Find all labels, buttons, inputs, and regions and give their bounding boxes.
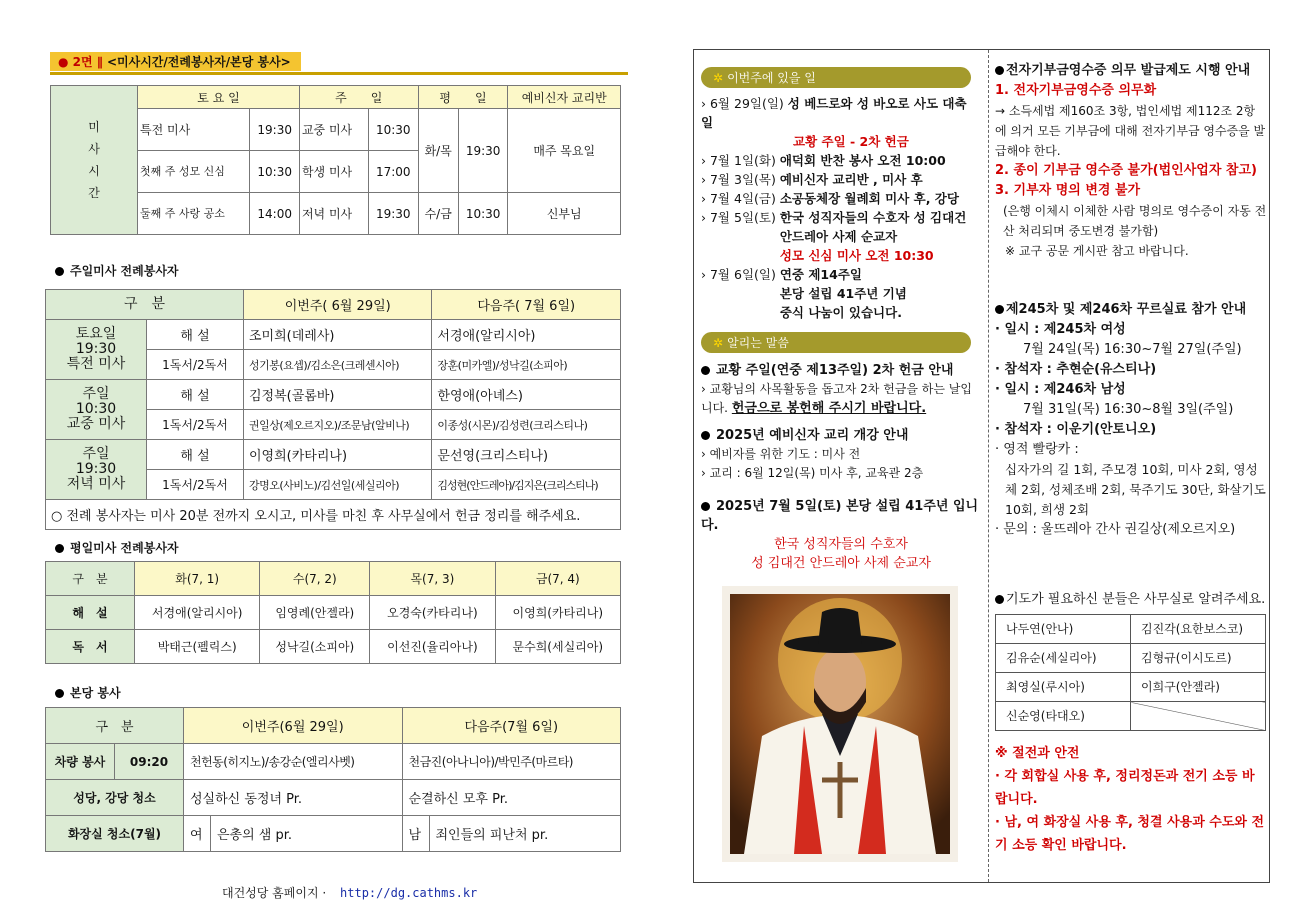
header-sunday: 주 일 — [299, 86, 418, 109]
this-week-section — [701, 67, 976, 322]
prayer-name: 나두연(안나) — [996, 615, 1131, 644]
receipt-point-3: 3. 기부자 명의 변경 불가 — [995, 183, 1141, 198]
prayer-section — [995, 590, 1267, 731]
col-category: 구 분 — [46, 708, 184, 744]
vehicle-this: 천헌동(히지노)/송강순(엘리사벳) — [184, 744, 403, 780]
pope-sunday-body: › 교황님의 사목활동을 돕고자 2차 헌금을 하는 날입니다. 헌금으로 봉헌해 주시기 바랍니다. — [701, 382, 972, 416]
vehicle-label: 차량 봉사 — [46, 744, 115, 780]
prayer-name: 김유순(세실리아) — [996, 644, 1131, 673]
sat-mass-name: 첫째 주 성모 신심 — [138, 151, 250, 193]
sun-mass-name: 저녁 미사 — [299, 193, 368, 235]
cursillo-line: · 영적 빨랑카 : — [995, 442, 1079, 457]
weekday-servers-title: 평일미사 전례봉사자 — [55, 539, 179, 556]
mass-times-side-label: 미 사 시 간 — [51, 86, 138, 235]
men-label: 남 — [402, 816, 429, 852]
commentator-fri: 이영희(카타리나) — [495, 596, 620, 630]
this-week-list — [701, 94, 976, 322]
cursillo-line: · 문의 : 울뜨레아 간사 권길상(제오르지오) — [995, 522, 1236, 537]
prayer-table — [995, 614, 1266, 731]
sat-mass-time: 14:00 — [250, 193, 300, 235]
footer-label: 대건성당 홈페이지 · — [222, 886, 327, 900]
col-this-week: 이번주(6월 29일) — [184, 708, 403, 744]
weekday-day: 수/금 — [418, 193, 458, 235]
commentator-this: 김정복(골롬바) — [244, 380, 432, 410]
mass-times-table — [50, 85, 621, 235]
sun-mass-time: 10:30 — [369, 109, 419, 151]
cursillo-line: · 일시 : 제246차 남성 — [995, 382, 1126, 397]
prayer-name: 최영실(루시아) — [996, 673, 1131, 702]
title-divider — [50, 72, 628, 75]
energy-safety-section — [995, 742, 1267, 857]
notices-section — [701, 332, 981, 573]
role-commentator: 해 설 — [147, 440, 244, 470]
col-wed: 수(7, 2) — [260, 562, 370, 596]
saving-line: · 각 회합실 사용 후, 정리정돈과 전기 소등 바랍니다. — [995, 769, 1255, 807]
cursillo-line: · 참석자 : 추현순(유스티나) — [995, 362, 1157, 377]
sun-mass-name: 학생 미사 — [299, 151, 368, 193]
women-label: 여 — [184, 816, 211, 852]
prayer-name: 김진각(요한보스코) — [1131, 615, 1266, 644]
col-tue: 화(7, 1) — [135, 562, 260, 596]
col-thu: 목(7, 3) — [370, 562, 495, 596]
commentator-next: 서경애(알리시아) — [432, 320, 621, 350]
sat-mass-name: 둘째 주 사랑 공소 — [138, 193, 250, 235]
sat-mass-name: 특전 미사 — [138, 109, 250, 151]
vehicle-next: 천금진(아나니아)/박민주(마르타) — [402, 744, 621, 780]
mass-label: 주일 19:30 저녁 미사 — [46, 440, 147, 500]
page-title-prefix: ● 2면 ∥ — [58, 55, 103, 69]
notices-body — [701, 361, 981, 573]
role-commentator: 해 설 — [147, 320, 244, 350]
women-group: 은총의 샘 pr. — [211, 816, 403, 852]
col-next-week: 다음주( 7월 6일) — [432, 290, 621, 320]
weekday-time: 19:30 — [458, 109, 508, 193]
cleaning-this: 성실하신 동정녀 Pr. — [184, 780, 403, 816]
receipt-note: ※ 교구 공문 게시판 참고 바랍니다. — [1005, 244, 1189, 258]
anniversary-red-line: 한국 성직자들의 수호자 — [774, 537, 908, 552]
page-title — [50, 52, 301, 71]
reader-thu: 이선진(율리아나) — [370, 630, 495, 664]
receipt-point-3-body: (은행 이체시 이체한 사람 명의로 영수증이 자동 전산 처리되며 중도변경 불가함) — [1003, 204, 1267, 238]
header-weekday: 평 일 — [418, 86, 508, 109]
cleaning-next: 순결하신 모후 Pr. — [402, 780, 621, 816]
sun-mass-time: 17:00 — [369, 151, 419, 193]
weekday-time: 10:30 — [458, 193, 508, 235]
sat-mass-time: 19:30 — [250, 109, 300, 151]
weekday-servers-table — [45, 561, 621, 664]
prayer-title: 기도가 필요하신 분들은 사무실로 알려주세요. — [995, 590, 1267, 610]
role-readers: 1독서/2독서 — [147, 350, 244, 380]
sunday-servers-table — [45, 289, 621, 530]
sun-mass-name: 교중 미사 — [299, 109, 368, 151]
commentator-this: 조미희(데레사) — [244, 320, 432, 350]
readers-next: 이종성(시몬)/김성련(크리스티나) — [432, 410, 621, 440]
sun-icon: ✲ — [713, 336, 724, 350]
role-readers: 1독서/2독서 — [147, 410, 244, 440]
vehicle-time: 09:20 — [115, 744, 184, 780]
anniversary-title: 2025년 7월 5일(토) 본당 설립 41주년 입니다. — [701, 499, 979, 533]
commentator-this: 이영희(카타리나) — [244, 440, 432, 470]
list-item: › 7월 1일(화) 애덕회 반찬 봉사 오전 10:00 — [701, 153, 946, 168]
receipt-title: 전자기부금영수증 의무 발급제도 시행 안내 — [995, 61, 1267, 81]
homepage-link[interactable]: http://dg.cathms.kr — [340, 886, 478, 900]
catechism-time: 매주 목요일 — [508, 109, 621, 193]
cursillo-line: 7월 24일(목) 16:30~7월 27일(주일) — [1023, 342, 1242, 357]
list-item: › 7월 5일(토) 한국 성직자들의 수호자 성 김대건 안드레아 사제 순교자 성모 신심 미사 오전 10:30 — [701, 210, 967, 263]
footer — [222, 884, 477, 901]
servers-note: ○ 전례 봉사자는 미사 20분 전까지 오시고, 미사를 마친 후 사무실에서 헌금 정리를 해주세요. — [46, 500, 621, 530]
sat-mass-time: 10:30 — [250, 151, 300, 193]
pope-sunday-title: 교황 주일(연중 제13주일) 2차 헌금 안내 — [701, 361, 981, 380]
saving-title: ※ 절전과 안전 — [995, 746, 1080, 761]
bullet-icon — [55, 544, 64, 553]
commentator-tue: 서경애(알리시아) — [135, 596, 260, 630]
receipt-point-1-body: → 소득세법 제160조 3항, 법인세법 제112조 2항 에 의거 모든 기부금에 대해 전자기부금 영수증을 발급해야 한다. — [995, 104, 1266, 158]
receipt-point-1: 1. 전자기부금영수증 의무화 — [995, 83, 1157, 98]
catechism-teacher: 신부님 — [508, 193, 621, 235]
catechism-title: 2025년 예비신자 교리 개강 안내 — [701, 426, 981, 445]
bullet-icon — [55, 267, 64, 276]
role-readers: 1독서/2독서 — [147, 470, 244, 500]
reader-wed: 성낙길(소피아) — [260, 630, 370, 664]
cursillo-title: 제245차 및 제246차 꾸르실료 참가 안내 — [995, 300, 1267, 320]
cursillo-line: · 참석자 : 이운기(안토니오) — [995, 422, 1157, 437]
col-category: 구 분 — [46, 290, 244, 320]
prayer-name: 이희구(안젤라) — [1131, 673, 1266, 702]
this-week-header: ✲ 이번주에 있을 일 — [701, 67, 971, 88]
reader-tue: 박태근(펠릭스) — [135, 630, 260, 664]
col-next-week: 다음주(7월 6일) — [402, 708, 621, 744]
readers-this: 권일상(제오르지오)/조문남(알비나) — [244, 410, 432, 440]
men-group: 죄인들의 피난처 pr. — [429, 816, 621, 852]
anniversary-red-line: 성 김대건 안드레아 사제 순교자 — [751, 556, 931, 571]
mass-label: 주일 10:30 교중 미사 — [46, 380, 147, 440]
role-commentator: 해 설 — [147, 380, 244, 410]
sunday-servers-title: 주일미사 전례봉사자 — [55, 262, 179, 279]
header-saturday: 토 요 일 — [138, 86, 300, 109]
catechism-line: › 예비자를 위한 기도 : 미사 전 — [701, 447, 861, 461]
col-this-week: 이번주( 6월 29일) — [244, 290, 432, 320]
reader-fri: 문수희(세실리아) — [495, 630, 620, 664]
saint-andrew-kim-portrait — [722, 586, 958, 862]
list-item: › 7월 3일(목) 예비신자 교리반 , 미사 후 — [701, 172, 923, 187]
saving-line: · 남, 여 화장실 사용 후, 청결 사용과 수도와 전기 소등 확인 바랍니다. — [995, 815, 1265, 853]
cursillo-section — [995, 300, 1267, 540]
col-fri: 금(7, 4) — [495, 562, 620, 596]
commentator-next: 한영애(아녜스) — [432, 380, 621, 410]
column-divider — [988, 50, 989, 882]
sun-mass-time: 19:30 — [369, 193, 419, 235]
commentator-wed: 임영례(안젤라) — [260, 596, 370, 630]
weekday-day: 화/목 — [418, 109, 458, 193]
receipt-point-2: 2. 종이 기부금 영수증 불가(법인사업자 참고) — [995, 163, 1257, 178]
readers-this: 강명오(사비노)/김선일(세실리아) — [244, 470, 432, 500]
readers-this: 성기봉(요셉)/김소은(크레센시아) — [244, 350, 432, 380]
mass-label: 토요일 19:30 특전 미사 — [46, 320, 147, 380]
list-item: › 6월 29일(일) 성 베드로와 성 바오로 사도 대축일 교황 주일 - 2차 헌금 — [701, 96, 967, 149]
receipt-section — [995, 61, 1267, 261]
col-category: 구 분 — [46, 562, 135, 596]
prayer-name: 신순영(타대오) — [996, 702, 1131, 731]
row-reader: 독 서 — [46, 630, 135, 664]
parish-service-title: 본당 봉사 — [55, 684, 121, 701]
commentator-thu: 오경숙(카타리나) — [370, 596, 495, 630]
cursillo-line: 십자가의 길 1회, 주모경 10회, 미사 2회, 영성체 2회, 성체조배 2회, 묵주기도 30단, 화살기도 10회, 희생 2회 — [1005, 462, 1266, 517]
sun-icon: ✲ — [713, 71, 724, 85]
cleaning-label: 성당, 강당 청소 — [46, 780, 184, 816]
page-title-text: <미사시간/전례봉사자/본당 봉사> — [106, 55, 291, 69]
header-catechism: 예비신자 교리반 — [508, 86, 621, 109]
list-item: › 7월 6일(일) 연중 제14주일 본당 설립 41주년 기념 중식 나눔이 있습니다. — [701, 267, 907, 320]
row-commentator: 해 설 — [46, 596, 135, 630]
parish-service-table — [45, 707, 621, 852]
notices-header: ✲ 알리는 말씀 — [701, 332, 971, 353]
cursillo-line: · 일시 : 제245차 여성 — [995, 322, 1126, 337]
readers-next: 김성현(안드레아)/김지은(크리스티나) — [432, 470, 621, 500]
cursillo-line: 7월 31일(목) 16:30~8월 3일(주일) — [1023, 402, 1234, 417]
prayer-name: 김형규(이시도르) — [1131, 644, 1266, 673]
readers-next: 장훈(미카엘)/성낙길(소피아) — [432, 350, 621, 380]
restroom-label: 화장실 청소(7월) — [46, 816, 184, 852]
bullet-icon — [55, 689, 64, 698]
catechism-line: › 교리 : 6월 12일(목) 미사 후, 교육관 2층 — [701, 466, 924, 480]
prayer-empty-cell — [1131, 702, 1266, 731]
list-item: › 7월 4일(금) 소공동체장 월례회 미사 후, 강당 — [701, 191, 959, 206]
commentator-next: 문선영(크리스티나) — [432, 440, 621, 470]
